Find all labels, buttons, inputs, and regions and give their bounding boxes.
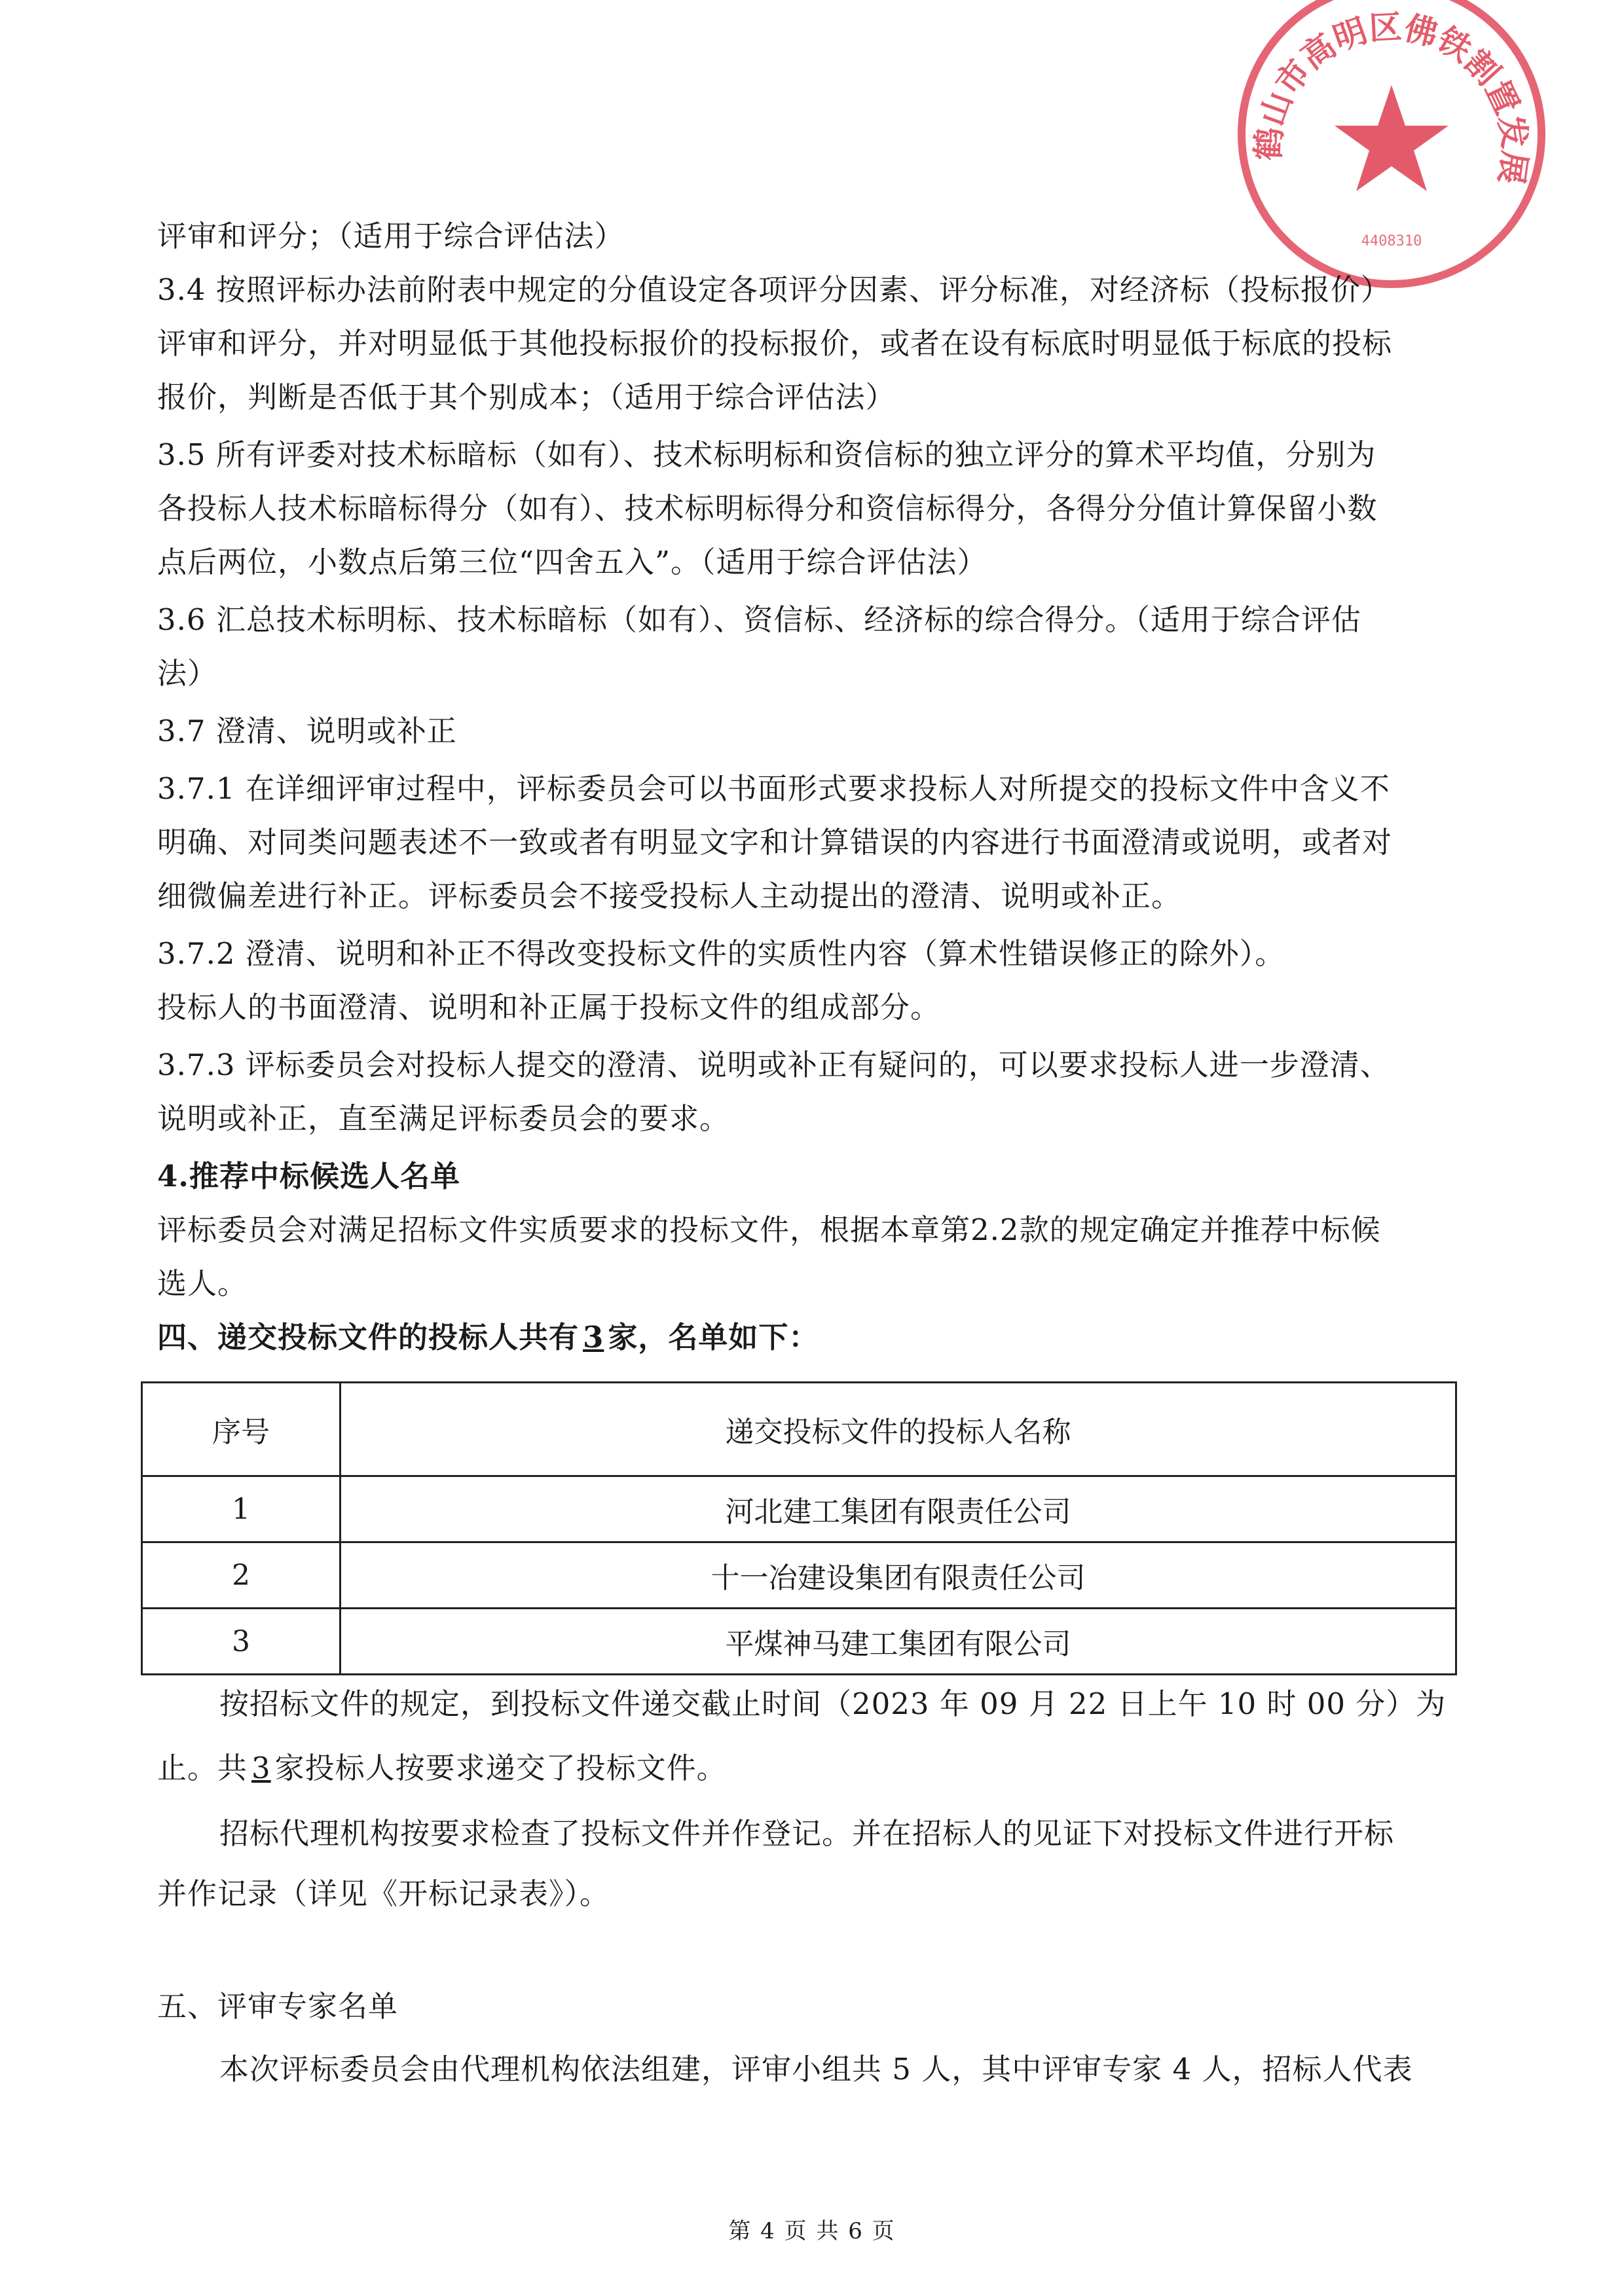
text-line: 点后两位，小数点后第三位“四舍五入”。（适用于综合评估法） (157, 545, 987, 579)
table-row (142, 1476, 1456, 1542)
seal-number: 4408310 (1361, 233, 1422, 249)
table-header-row (142, 1383, 1456, 1476)
seal-text: 鹤山市高明区佛铁割置发展 (1249, 7, 1535, 187)
cell-bidder-name: 平煤神马建工集团有限公司 (341, 1609, 1456, 1675)
text-line: 按招标文件的规定，到投标文件递交截止时间（2023 年 09 月 22 日上午 10 时 00 分）为 (219, 1686, 1447, 1721)
table-row (142, 1609, 1456, 1675)
bidders-table (141, 1381, 1457, 1675)
line-suffix: 家投标人按要求递交了投标文件。 (274, 1751, 727, 1785)
section-four-heading (157, 1317, 1493, 1358)
cell-bidder-name: 河北建工集团有限责任公司 (341, 1476, 1456, 1542)
cell-index: 3 (142, 1609, 341, 1675)
text-line: 3.4 按照评标办法前附表中规定的分值设定各项评分因素、评分标准，对经济标（投标报价） (157, 272, 1391, 307)
submitted-count: 3 (251, 1751, 271, 1785)
bidder-count: 3 (583, 1320, 604, 1355)
text-line: 招标代理机构按要求检查了投标文件并作登记。并在招标人的见证下对投标文件进行开标 (219, 1816, 1395, 1851)
text-line: 3.7 澄清、说明或补正 (157, 714, 457, 748)
table-row (142, 1542, 1456, 1609)
cell-index: 1 (142, 1476, 341, 1542)
text-line: 3.6 汇总技术标明标、技术标暗标（如有）、资信标、经济标的综合得分。（适用于综合评估 (157, 602, 1361, 637)
cell-index: 2 (142, 1542, 341, 1609)
line-prefix: 止。共 (157, 1751, 248, 1785)
text-line: 报价，判断是否低于其个别成本；（适用于综合评估法） (157, 380, 896, 414)
heading-prefix: 四、递交投标文件的投标人共有 (157, 1320, 580, 1355)
text-line: 本次评标委员会由代理机构依法组建，评审小组共 5 人，其中评审专家 4 人，招标人代表 (219, 2052, 1413, 2086)
text-line (157, 1748, 1493, 1789)
text-line: 评标委员会对满足招标文件实质要求的投标文件，根据本章第2.2款的规定确定并推荐中标候 (157, 1212, 1381, 1247)
subsection-heading: 4.推荐中标候选人名单 (157, 1159, 460, 1194)
text-line: 说明或补正，直至满足评标委员会的要求。 (157, 1101, 730, 1136)
text-line: 明确、对同类问题表述不一致或者有明显文字和计算错误的内容进行书面澄清或说明，或者对 (157, 825, 1393, 860)
text-line: 法） (157, 656, 218, 691)
text-line: 3.7.3 评标委员会对投标人提交的澄清、说明或补正有疑问的，可以要求投标人进一步澄清、 (157, 1048, 1390, 1082)
text-line: 各投标人技术标暗标得分（如有）、技术标明标得分和资信标得分，各得分分值计算保留小数 (157, 491, 1378, 526)
text-line: 3.7.2 澄清、说明和补正不得改变投标文件的实质性内容（算术性错误修正的除外）。 (157, 936, 1285, 971)
text-line: 细微偏差进行补正。评标委员会不接受投标人主动提出的澄清、说明或补正。 (157, 879, 1182, 913)
header-index: 序号 (142, 1383, 341, 1476)
seal-star-icon (1335, 85, 1449, 191)
text-line: 投标人的书面澄清、说明和补正属于投标文件的组成部分。 (157, 990, 941, 1025)
header-bidder-name: 递交投标文件的投标人名称 (341, 1383, 1456, 1476)
section-five-heading: 五、评审专家名单 (157, 1989, 399, 2024)
text-line: 3.5 所有评委对技术标暗标（如有）、技术标明标和资信标的独立评分的算术平均值，分别为 (157, 437, 1376, 472)
text-line: 3.7.1 在详细评审过程中，评标委员会可以书面形式要求投标人对所提交的投标文件中含义不 (157, 771, 1390, 806)
page-footer: 第 4 页 共 6 页 (728, 2218, 896, 2244)
text-line: 评审和评分，并对明显低于其他投标报价的投标报价，或者在设有标底时明显低于标底的投标 (157, 326, 1393, 361)
text-line: 选人。 (157, 1266, 248, 1301)
cell-bidder-name: 十一冶建设集团有限责任公司 (341, 1542, 1456, 1609)
heading-suffix: 家，名单如下： (608, 1320, 819, 1355)
text-line: 并作记录（详见《开标记录表》）。 (157, 1876, 610, 1911)
text-line: 评审和评分；（适用于综合评估法） (157, 219, 625, 253)
